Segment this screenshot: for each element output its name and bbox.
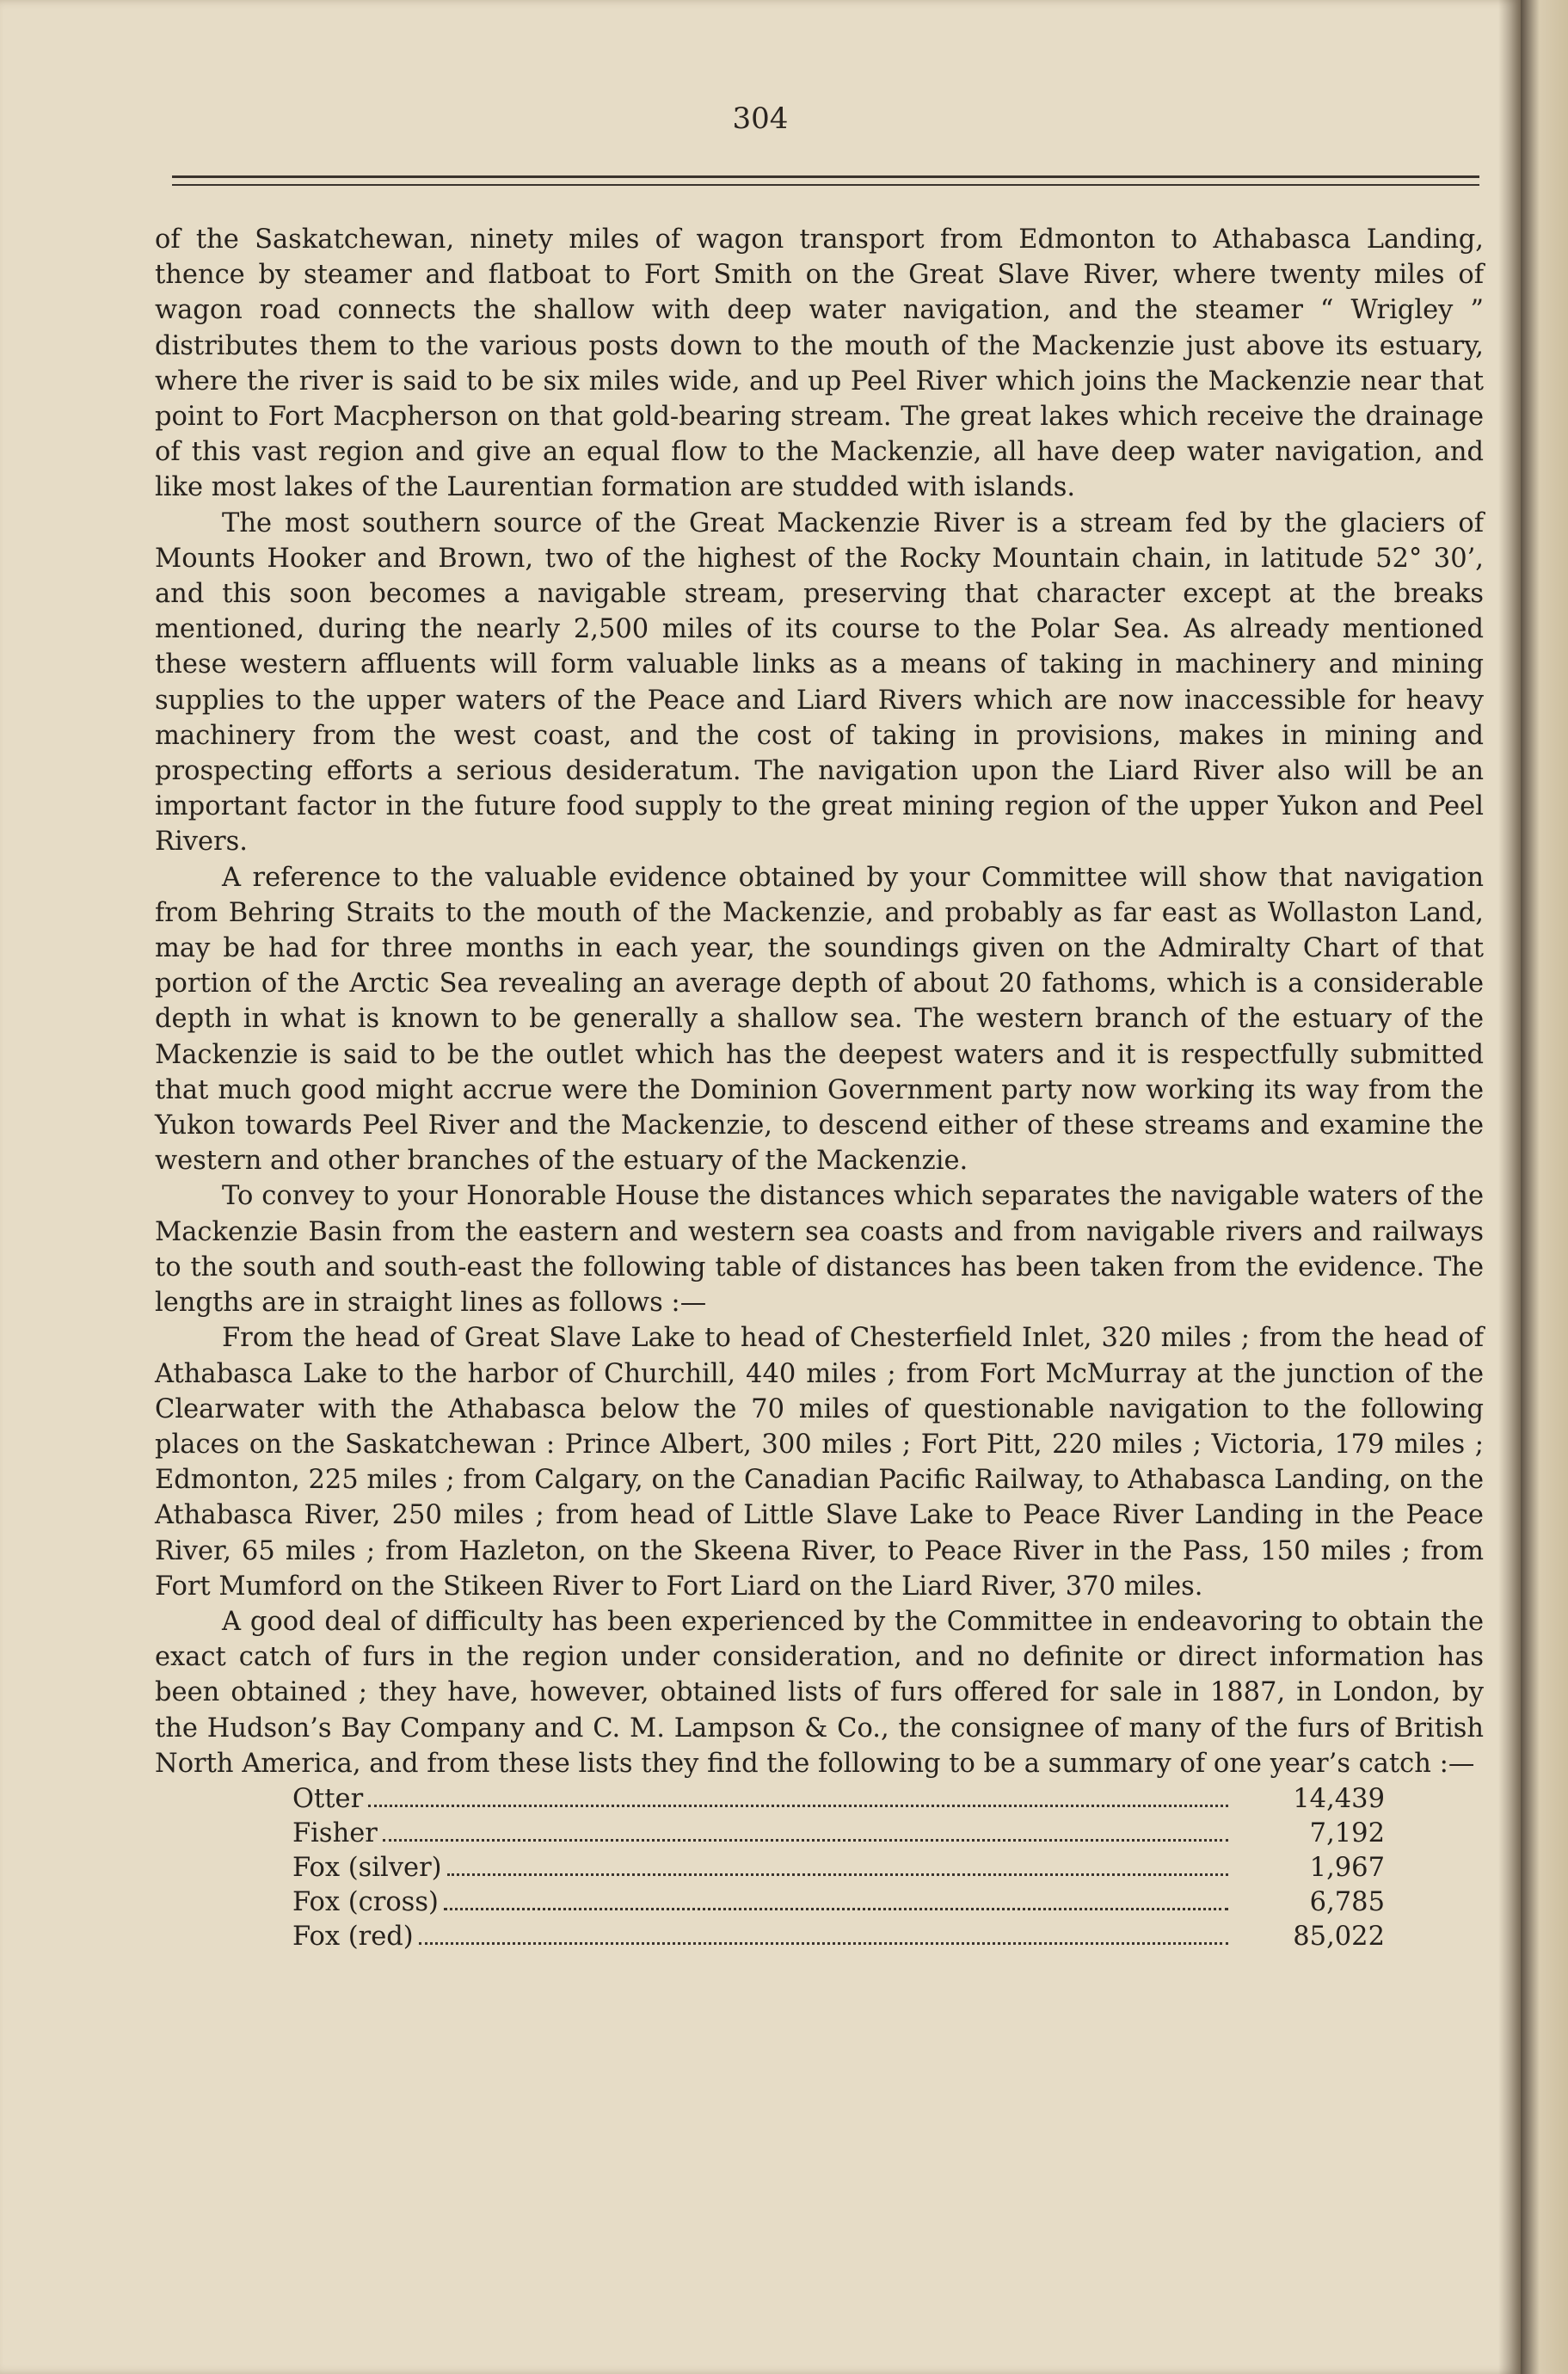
header-rule — [172, 175, 1479, 178]
paragraph: From the head of Great Slave Lake to head of Chesterfield Inlet, 320 miles ; from the head of Athabasca Lake to the harbor of Churchill, 440 miles ; from Fort McMurray at the junction of the Clearwater with the Athabasca below the 70 miles of questionable navigation to the following places on the Saskatchewan : Prince Albert, 300 miles ; Fort Pitt, 220 miles ; Victoria, 179 miles ; Edmonton, 225 miles ; from Calgary, on the Canadian Pacific Railway, to Athabasca Landing, on the Athabasca River, 250 miles ; from head of Little Slave Lake to Peace River Landing in the Peace River, 65 miles ; from Hazleton, on the Skeena River, to Peace River in the Pass, 150 miles ; from Fort Mumford on the Stikeen River to Fort Liard on the Liard River, 370 miles. — [155, 1323, 1484, 1602]
page-number: 304 — [732, 101, 789, 136]
fur-row — [292, 1816, 1385, 1850]
paragraph: The most southern source of the Great Mackenzie River is a stream fed by the glaciers of Mounts Hooker and Brown, two of the highest of the Rocky Mountain chain, in latitude 52° 30’, and this soon becomes a navigable stream, preserving that character except at the breaks mentioned, during the nearly 2,500 miles of its course to the Polar Sea. As already mentioned these western affluents will form valuable links as a means of taking in machinery and mining supplies to the upper waters of the Peace and Liard Rivers which are now inaccessible for heavy machinery from the west coast, and the cost of taking in provisions, makes in mining and prospecting efforts a serious desideratum. The navigation upon the Liard River also will be an important factor in the future food supply to the great mining region of the upper Yukon and Peel Rivers. — [155, 507, 1484, 858]
paragraph: A reference to the valuable evidence obtained by your Committee will show that navigation from Behring Straits to the mouth of the Mackenzie, and probably as far east as Wollaston Land, may be had for three months in each year, the soundings given on the Admiralty Chart of that portion of the Arctic Sea revealing an average depth of about 20 fathoms, which is a considerable depth in what is known to be generally a shallow sea. The western branch of the estuary of the Mackenzie is said to be the outlet which has the deepest waters and it is respectfully submitted that much good might accrue were the Dominion Government party now working its way from the Yukon towards Peel River and the Mackenzie, to descend either of these streams and examine the western and other branches of the estuary of the Mackenzie. — [155, 862, 1484, 1177]
paragraph: To convey to your Honorable House the distances which separates the navigable waters of the Mackenzie Basin from the eastern and western sea coasts and from navigable rivers and railways to the south and south-east the following table of distances has been taken from the evidence. The lengths are in straight lines as follows :— — [155, 1181, 1484, 1319]
fur-name: Fox (red) — [292, 1921, 414, 1952]
fur-name: Fox (cross) — [292, 1886, 439, 1917]
dot-leader — [383, 1839, 1228, 1842]
fur-count: 14,439 — [1293, 1783, 1385, 1814]
fur-row — [292, 1885, 1385, 1919]
adjacent-page-edge — [1521, 0, 1568, 2374]
paragraph: of the Saskatchewan, ninety miles of wagon transport from Edmonton to Athabasca Landing, thence by steamer and flatboat to Fort Smith on the Great Slave River, where twenty miles of wagon road connects the shallow with deep water navigation, and the steamer “ Wrigley ” distributes them to the various posts down to the mouth of the Mackenzie just above its estuary, where the river is said to be six miles wide, and up Peel River which joins the Mackenzie near that point to Fort Macpherson on that gold-bearing stream. The great lakes which receive the drainage of this vast region and give an equal flow to the Mackenzie, all have deep water navigation, and like most lakes of the Laurentian formation are studded with islands. — [155, 224, 1484, 503]
fur-name: Fisher — [292, 1817, 378, 1848]
header-rule — [172, 184, 1479, 186]
fur-name: Fox (silver) — [292, 1852, 442, 1883]
fur-count: 1,967 — [1309, 1852, 1385, 1883]
fur-count: 7,192 — [1309, 1817, 1385, 1848]
fur-row — [292, 1919, 1385, 1953]
fur-row — [292, 1781, 1385, 1816]
dot-leader — [447, 1873, 1228, 1876]
paragraph: A good deal of difficulty has been experienced by the Committee in endeavoring to obtain the exact catch of furs in the region under consideration, and no definite or direct information has been obtained ; they have, however, obtained lists of furs offered for sale in 1887, in London, by the Hudson’s Bay Company and C. M. Lampson & Co., the consignee of many of the furs of British North America, and from these lists they find the following to be a summary of one year’s catch :— — [155, 1606, 1484, 1779]
dot-leader — [419, 1942, 1228, 1945]
dot-leader — [444, 1908, 1228, 1910]
fur-count: 85,022 — [1293, 1921, 1385, 1952]
gutter-shadow — [1498, 0, 1521, 2374]
fur-catch-table — [292, 1781, 1385, 1953]
dot-leader — [368, 1805, 1228, 1807]
fur-row — [292, 1850, 1385, 1885]
body-text — [155, 222, 1484, 1953]
fur-count: 6,785 — [1309, 1886, 1385, 1917]
fur-name: Otter — [292, 1783, 364, 1814]
